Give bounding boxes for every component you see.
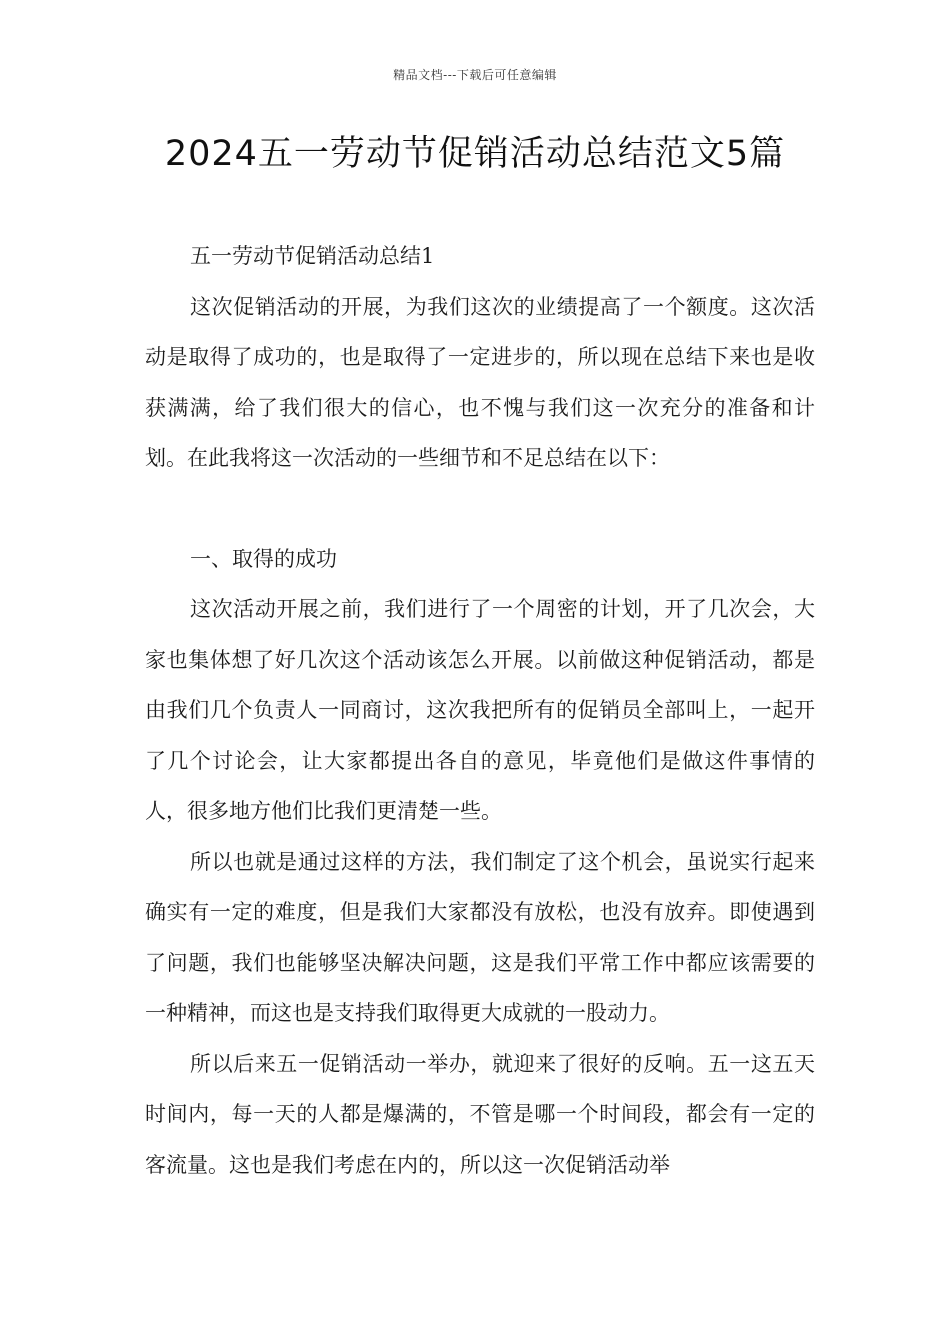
header-note: 精品文档---下载后可任意编辑 [393,68,557,82]
section-subtitle: 五一劳动节促销活动总结1 [190,244,435,268]
paragraph-response: 所以后来五一促销活动一举办，就迎来了很好的反响。五一这五天时间内，每一天的人都是爆满的，不管是哪一个时间段，都会有一定的客流量。这也是我们考虑在内的，所以这一次促销活动举 [145,1051,815,1177]
document-body [145,231,815,1190]
paragraph-intro: 这次促销活动的开展，为我们这次的业绩提高了一个额度。这次活动是取得了成功的，也是取得了一定进步的，所以现在总结下来也是收获满满，给了我们很大的信心，也不愧与我们这一次充分的准备和计划。在此我将这一次活动的一些细节和不足总结在以下： [145,294,815,470]
paragraph-method: 所以也就是通过这样的方法，我们制定了这个机会，虽说实行起来确实有一定的难度，但是我们大家都没有放松，也没有放弃。即使遇到了问题，我们也能够坚决解决问题，这是我们平常工作中都应该需要的一种精神，而这也是支持我们取得更大成就的一股动力。 [145,849,815,1025]
paragraph-planning: 这次活动开展之前，我们进行了一个周密的计划，开了几次会，大家也集体想了好几次这个活动该怎么开展。以前做这种促销活动，都是由我们几个负责人一同商讨，这次我把所有的促销员全部叫上，一起开了几个讨论会，让大家都提出各自的意见，毕竟他们是做这件事情的人，很多地方他们比我们更清楚一些。 [145,597,815,823]
document-title: 2024五一劳动节促销活动总结范文5篇 [164,134,786,174]
section-heading: 一、取得的成功 [190,546,337,571]
